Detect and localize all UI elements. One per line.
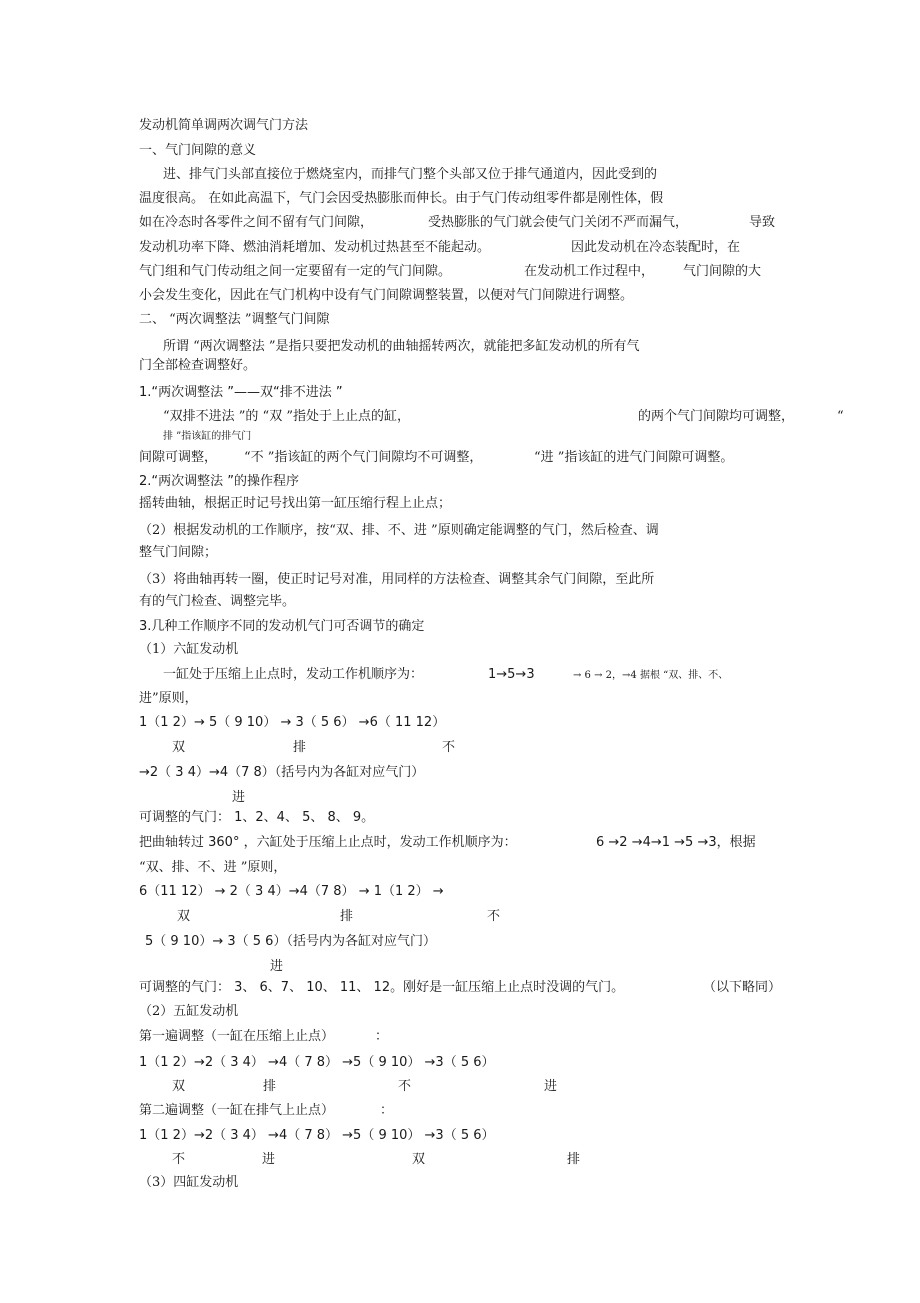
paragraph-line: 门全部检查调整好。 [139,358,257,373]
paragraph-line: 气门组和气门传动组之间一定要留有一定的气门间隙。 [139,264,452,279]
paragraph-line: 导致 [749,215,776,230]
paragraph-line: 进、排气门头部直接位于燃烧室内，而排气门整个头部又位于排气通道内，因此受到的 [163,167,658,182]
paragraph-line: “不 ”指该缸的两个气门间隙均不可调整， [244,450,483,465]
paragraph-line: （3）将曲轴再转一圈，使正时记号对准，用同样的方法检查、调整其余气门间隙，至此所 [139,572,655,587]
paragraph-line: 第二遍调整（一缸在排气上止点） [139,1103,335,1118]
paragraph-line: ： [375,1029,389,1044]
paragraph-line: 在发动机工作过程中， [524,264,655,279]
valve-sequence: 5（ 9 10）→ 3（ 5 6）（括号内为各缸对应气门） [145,934,436,949]
valve-label: 排 [340,909,354,924]
paragraph-line: 摇转曲轴，根据正时记号找出第一缸压缩行程上止点； [139,496,452,511]
valve-sequence: 1（1 2）→ 5（ 9 10） → 3（ 5 6） →6（ 11 12） [139,715,446,730]
subsection-heading: （3）四缸发动机 [139,1175,239,1190]
paragraph-line: 把曲轴转过 360° ，六缸处于压缩上止点时，发动工作机顺序为： [139,835,517,850]
doc-title: 发动机简单调两次调气门方法 [139,118,309,133]
paragraph-line: 的两个气门间隙均可调整， [638,409,795,424]
paragraph-line: 小会发生变化，因此在气门机构中设有气门间隙调整装置，以便对气门间隙进行调整。 [139,288,634,303]
paragraph-line: 可调整的气门： 1、2、4、 5、 8、 9。 [139,810,375,825]
valve-label: 不 [442,740,456,755]
valve-label: 双 [412,1152,426,1167]
subsection-heading: （2）五缸发动机 [139,1004,239,1019]
paragraph-line: 发动机功率下降、燃油消耗增加、发动机过热甚至不能起动。 [139,240,491,255]
subsection-heading: 1.“两次调整法 ”——双“排不进法 ” [139,385,343,400]
valve-label: 排 [263,1079,277,1094]
valve-label: 双 [177,909,191,924]
paragraph-line: 如在冷态时各零件之间不留有气门间隙， [139,215,374,230]
valve-sequence: 1（1 2）→2（ 3 4） →4（ 7 8） →5（ 9 10） →3（ 5 6） [139,1128,495,1143]
valve-label: 不 [172,1152,186,1167]
valve-label: 进 [544,1079,558,1094]
subsection-heading: （1）六缸发动机 [139,642,239,657]
paragraph-line: 第一遍调整（一缸在压缩上止点） [139,1029,335,1044]
valve-sequence: →2（ 3 4）→4（7 8）（括号内为各缸对应气门） [139,765,425,780]
valve-label: 双 [172,740,186,755]
paragraph-line: 间隙可调整， [139,450,218,465]
valve-label: 进 [232,790,246,805]
section-heading: 二、 “两次调整法 ”调整气门间隙 [139,312,330,327]
paragraph-line: 进”原则， [139,691,198,706]
valve-label: 进 [262,1152,276,1167]
valve-label: 双 [172,1079,186,1094]
valve-sequence: 1（1 2）→2（ 3 4） →4（ 7 8） →5（ 9 10） →3（ 5 6） [139,1055,495,1070]
paragraph-line: 所谓 “两次调整法 ”是指只要把发动机的曲轴摇转两次，就能把多缸发动机的所有气 [163,339,640,354]
paragraph-line: 温度很高。 在如此高温下，气门会因受热膨胀而伸长。由于气门传动组零件都是刚性体，假 [139,191,664,206]
valve-label: 进 [270,959,284,974]
paragraph-line: “进 ”指该缸的进气门间隙可调整。 [534,450,734,465]
paragraph-line: 一缸处于压缩上止点时，发动工作机顺序为： [163,667,424,682]
valve-label: 排 [293,740,307,755]
paragraph-line: “双排不进法 ”的 “双 ”指处于上止点的缸， [163,409,410,424]
paragraph-line: “双、排、不、进 ”原则， [139,860,287,875]
paragraph-line: “ [837,409,844,424]
paragraph-line: ： [380,1103,394,1118]
firing-order: 1→5→3 [488,667,535,682]
valve-label: 排 [567,1152,581,1167]
valve-label: 不 [398,1079,412,1094]
paragraph-line: （2）根据发动机的工作顺序，按“双、排、不、进 ”原则确定能调整的气门，然后检查、调 [139,523,659,538]
valve-label: 不 [487,909,501,924]
subsection-heading: 3.几种工作顺序不同的发动机气门可否调节的确定 [139,619,425,634]
paragraph-line: 因此发动机在冷态装配时，在 [571,240,741,255]
paragraph-line: → 6 → 2，→4 据根 “双、排、不、 [573,670,729,681]
paragraph-line: 有的气门检查、调整完毕。 [139,594,296,609]
valve-sequence: 6（11 12） → 2（ 3 4）→4（7 8） → 1（1 2） → [139,884,444,899]
paragraph-line: 受热膨胀的气门就会使气门关闭不严而漏气， [428,215,689,230]
firing-order: 6 →2 →4→1 →5 →3，根据 [596,835,756,850]
subsection-heading: 2.“两次调整法 ”的操作程序 [139,474,300,489]
paragraph-line: 可调整的气门： 3、 6、7、 10、 11、 12。刚好是一缸压缩上止点时没调的气门。 [139,980,625,995]
paragraph-line: 气门间隙的大 [683,264,762,279]
paragraph-line: 整气门间隙； [139,545,218,560]
paragraph-line: 排 ”指该缸的排气门 [163,431,252,442]
paragraph-line: （以下略同） [703,980,782,995]
section-heading: 一、气门间隙的意义 [139,143,257,158]
